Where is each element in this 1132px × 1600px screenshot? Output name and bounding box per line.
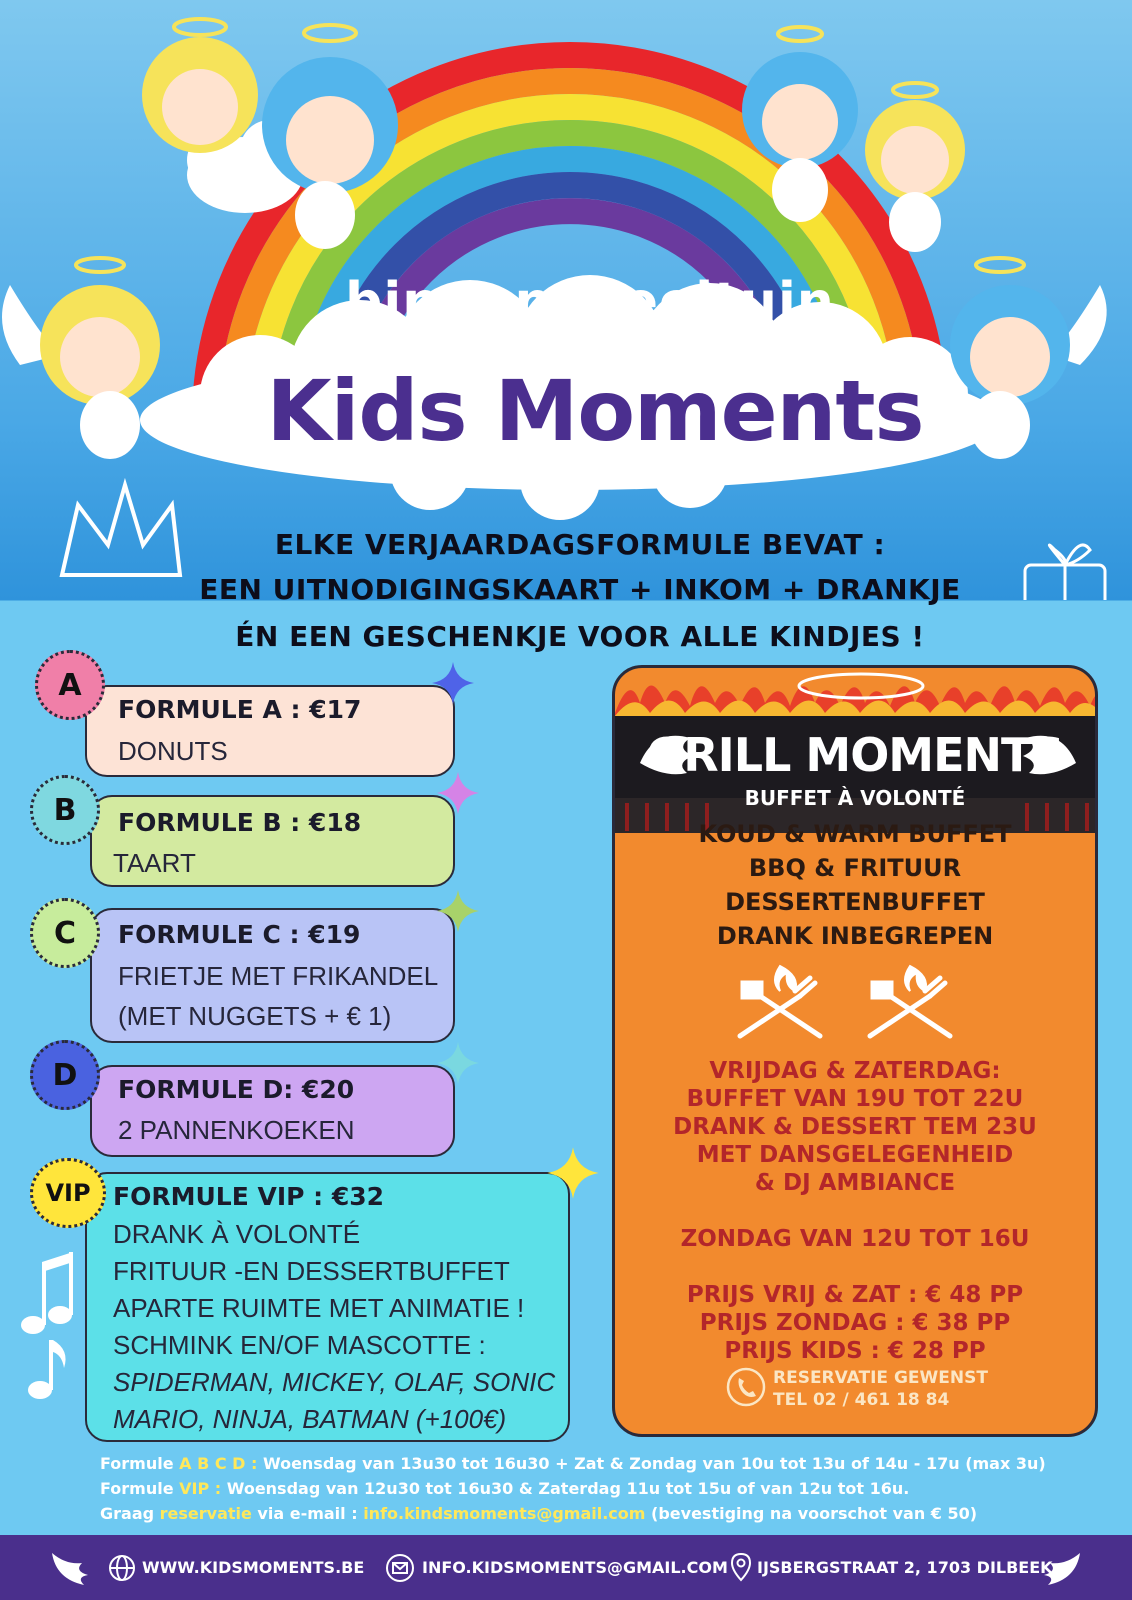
formula-title-b: FORMULE B : €18 [118,808,362,837]
grill-phone[interactable]: TEL 02 / 461 18 84 [773,1390,950,1410]
formula-line-b-1: TAART [113,848,196,878]
note-reservation-prefix: Graag [100,1504,160,1523]
grill-price-3: PRIJS KIDS : € 28 PP [724,1338,986,1364]
formula-line-c-1: FRIETJE MET FRIKANDEL [118,961,439,991]
bbq-tools-icon [855,961,965,1041]
hero-subtitle: binnenspeeltuin [345,272,835,332]
formula-line-vip-6: MARIO, NINJA, BATMAN (+100€) [113,1404,507,1434]
formula-line-d-1: 2 PANNENKOEKEN [118,1115,355,1145]
grill-schedule-5: & DJ AMBIANCE [754,1170,956,1196]
star-icon [435,1040,481,1086]
formula-title-c: FORMULE C : €19 [118,920,361,949]
grill-price-2: PRIJS ZONDAG : € 38 PP [699,1310,1011,1336]
formula-line-c-2: (MET NUGGETS + € 1) [118,1001,392,1031]
note-abcd-prefix: Formule [100,1454,180,1473]
formula-badge-b: B [30,775,100,845]
formula-line-vip-3: APARTE RUIMTE MET ANIMATIE ! [113,1293,525,1323]
grill-item-2: BBQ & FRITUUR [748,854,962,882]
grill-reservation: RESERVATIE GEWENST [773,1368,988,1388]
intro-line-1: ELKE VERJAARDAGSFORMULE BEVAT : [274,528,886,561]
star-icon [430,660,476,706]
formula-badge-c: C [30,898,100,968]
note-reservation-highlight: reservatie [159,1504,252,1523]
star-icon [435,888,481,934]
star-icon [435,770,481,816]
note-reservation [100,1504,977,1523]
mail-icon [385,1554,415,1582]
intro-line-3: ÉN EEN GESCHENKJE VOOR ALLE KINDJES ! [235,620,925,653]
wing-icon [48,1545,92,1589]
formula-line-vip-4: SCHMINK EN/OF MASCOTTE : [113,1330,486,1360]
grill-name: GRILL MOMENTS [646,728,1064,782]
note-reservation-end: (bevestiging na voorschot van € 50) [645,1504,978,1523]
formula-line-vip-2: FRITUUR -EN DESSERTBUFFET [113,1256,510,1286]
phone-icon [725,1366,767,1408]
music-note-icon [18,1250,78,1400]
note-abcd-text: Woensdag van 13u30 tot 16u30 + Zat & Zondag van 10u tot 13u of 14u - 17u (max 3u) [257,1454,1046,1473]
formula-badge-d: D [30,1040,100,1110]
footer-address: IJSBERGSTRAAT 2, 1703 DILBEEK [757,1558,1053,1577]
footer-email[interactable]: INFO.KIDSMOMENTS@GMAIL.COM [422,1558,728,1577]
grill-price-1: PRIJS VRIJ & ZAT : € 48 PP [686,1282,1024,1308]
grill-schedule-3: DRANK & DESSERT TEM 23U [673,1114,1037,1140]
formula-title-d: FORMULE D: €20 [118,1075,355,1104]
grill-item-1: KOUD & WARM BUFFET [698,820,1012,848]
grill-moments-panel [612,665,1098,1437]
note-abcd [100,1454,1046,1473]
formula-line-a-1: DONUTS [118,736,228,766]
bbq-tools-icon [725,961,835,1041]
star-icon [545,1145,601,1201]
location-pin-icon [730,1552,752,1582]
note-reservation-email[interactable]: info.kindsmoments@gmail.com [363,1504,646,1523]
note-vip-text: Woensdag van 12u30 tot 16u30 & Zaterdag 11u tot 15u of van 12u tot 16u. [221,1479,910,1498]
footer-website[interactable]: WWW.KIDSMOMENTS.BE [142,1558,365,1577]
grill-schedule-1: VRIJDAG & ZATERDAG: [709,1058,1001,1084]
note-vip-highlight: VIP : [179,1479,222,1498]
note-vip-prefix: Formule [100,1479,180,1498]
intro-line-2: EEN UITNODIGINGSKAART + INKOM + DRANKJE [199,573,961,606]
grill-item-3: DESSERTENBUFFET [725,888,985,916]
grill-sunday: ZONDAG VAN 12U TOT 16U [680,1226,1030,1252]
note-abcd-highlight: A B C D : [179,1454,258,1473]
formula-title-vip: FORMULE VIP : €32 [113,1182,385,1211]
grill-item-4: DRANK INBEGREPEN [716,922,994,950]
formula-badge-a: A [35,650,105,720]
grill-schedule-2: BUFFET VAN 19U TOT 22U [686,1086,1024,1112]
grill-tagline: BUFFET À VOLONTÉ [744,786,966,810]
formula-badge-vip: VIP [30,1158,106,1228]
globe-icon [108,1554,136,1582]
hero-title: Kids Moments [266,362,924,460]
note-reservation-mid: via e-mail : [251,1504,364,1523]
formula-line-vip-1: DRANK À VOLONTÉ [113,1219,361,1249]
formula-title-a: FORMULE A : €17 [118,695,362,724]
grill-schedule-4: MET DANSGELEGENHEID [696,1142,1014,1168]
note-vip [100,1479,909,1498]
formula-line-vip-5: SPIDERMAN, MICKEY, OLAF, SONIC [113,1367,556,1397]
